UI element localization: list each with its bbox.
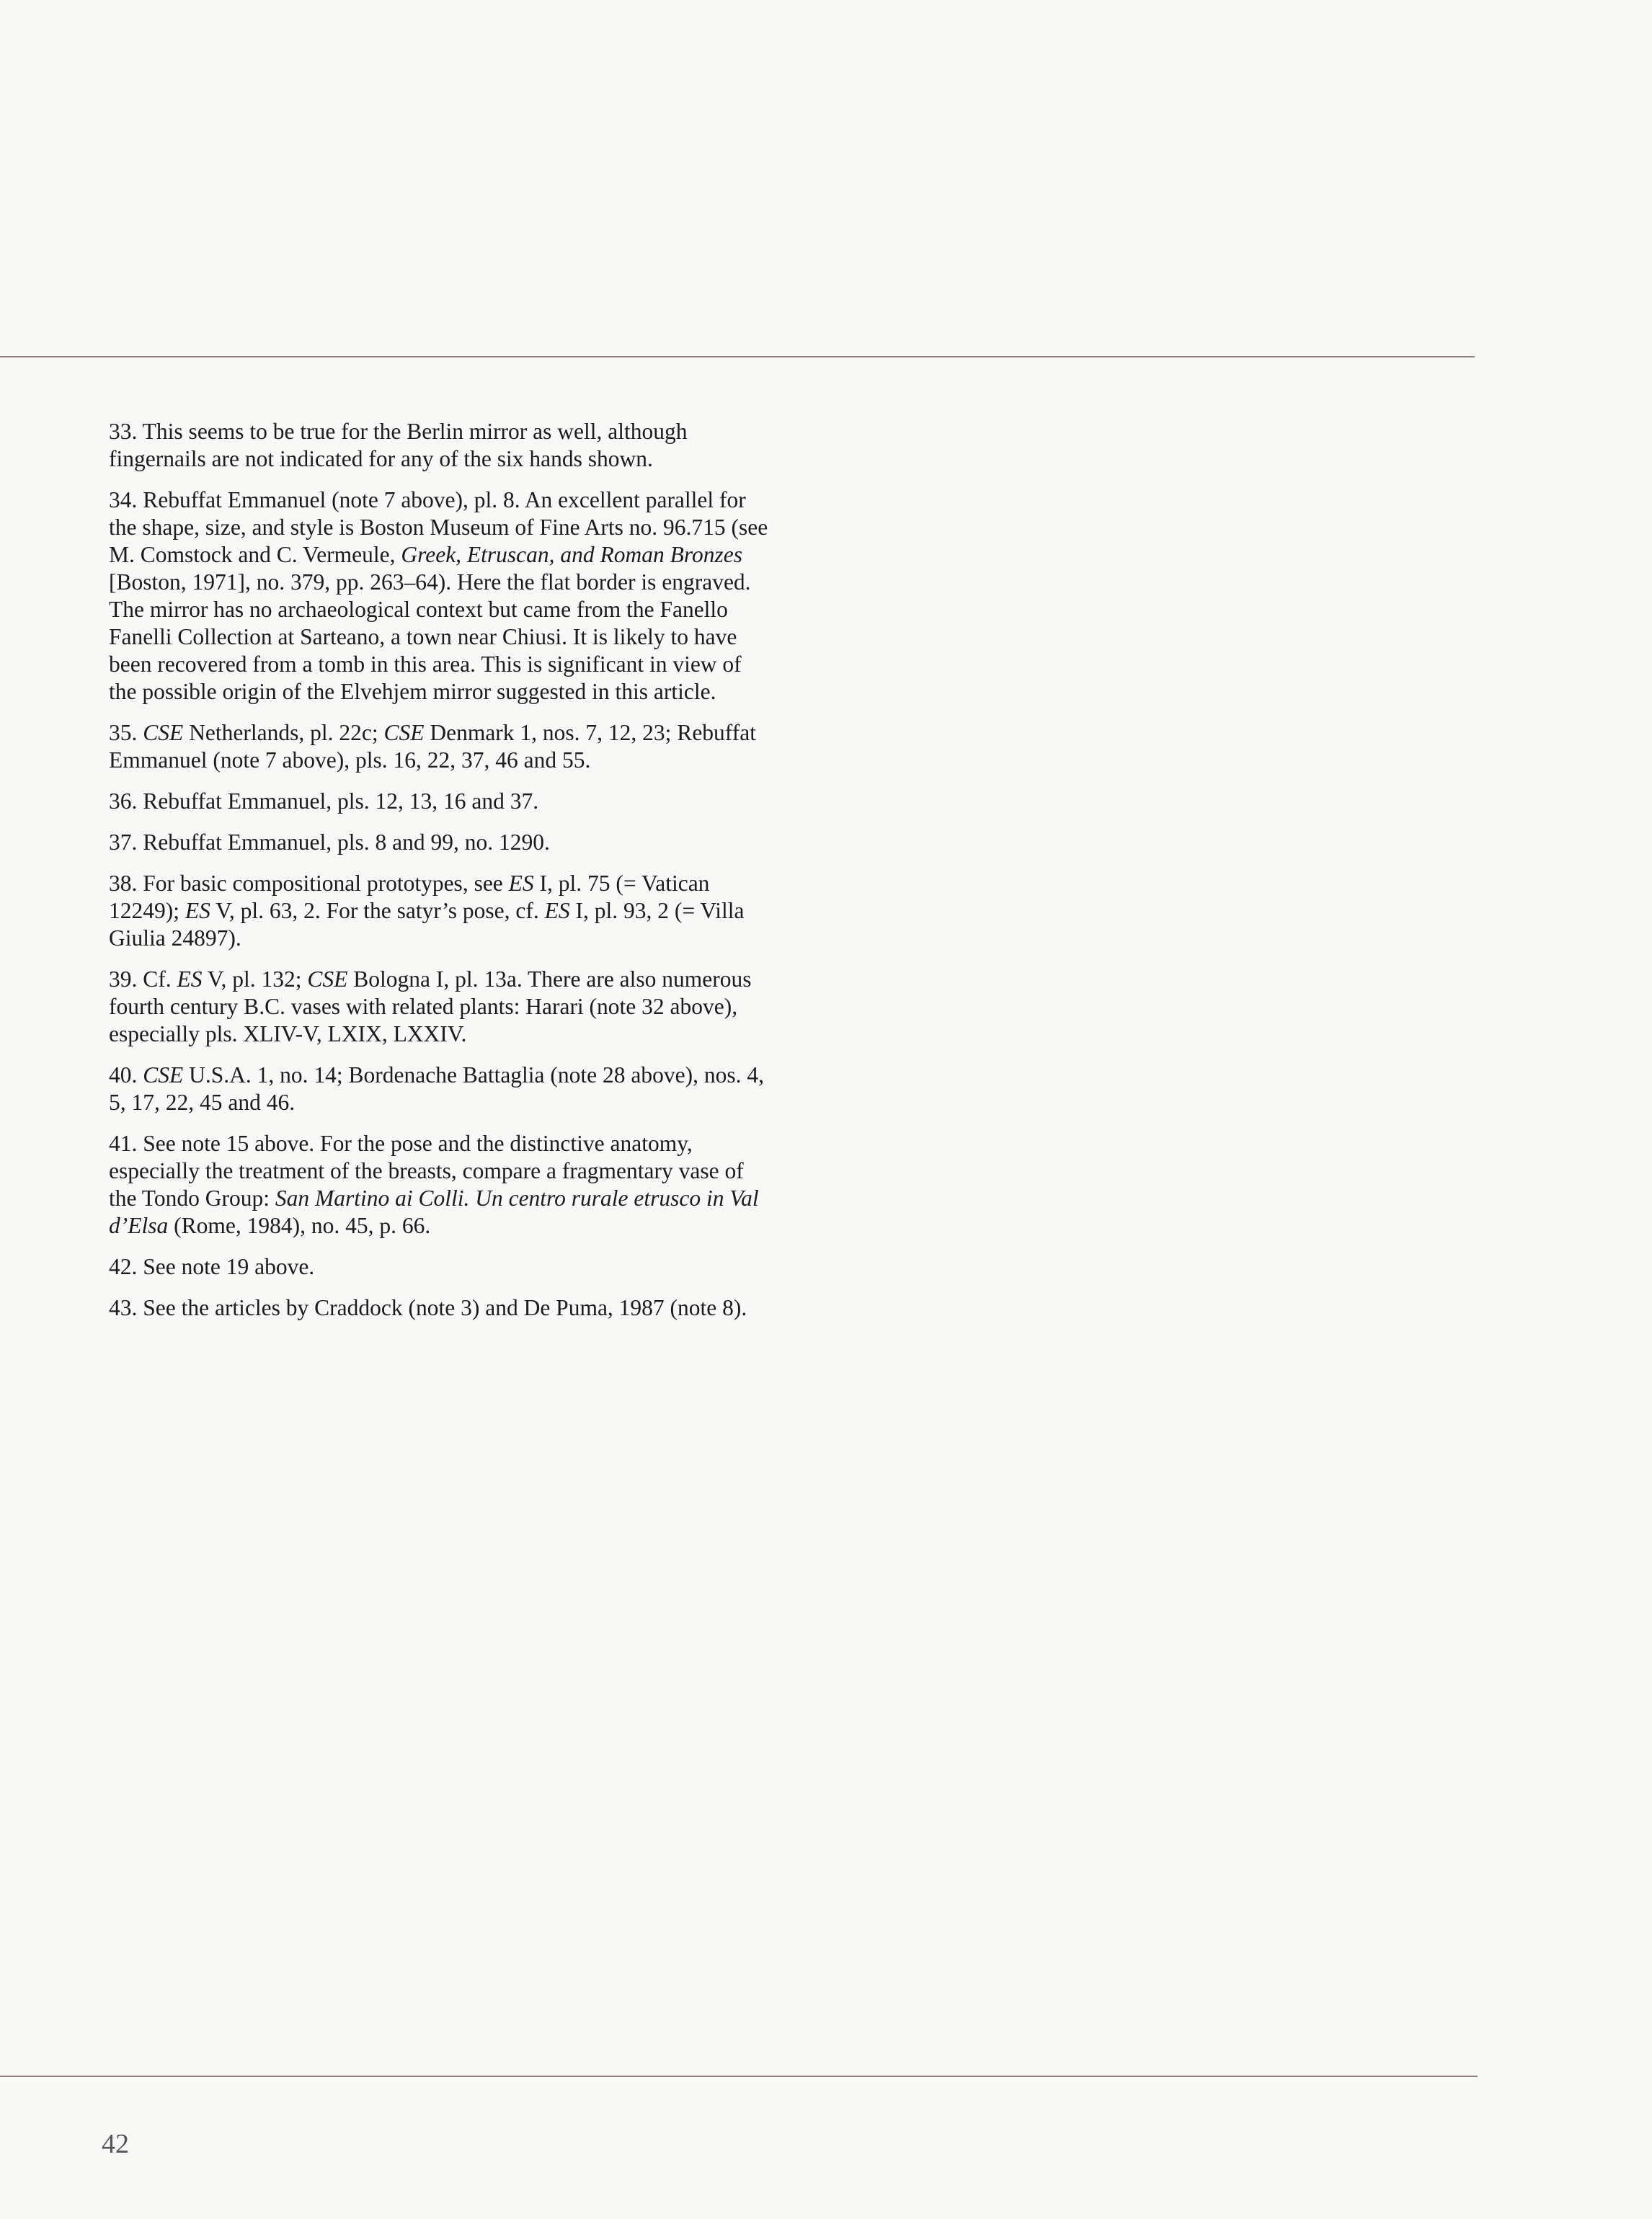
endnote-text: Netherlands, pl. 22c; [183, 720, 384, 745]
endnote-text: 39. Cf. [109, 966, 177, 992]
endnote-text: 35. [109, 720, 143, 745]
endnote-text: 34. Rebuffat Emmanuel (note 7 above), pl. 8. An excellent parallel for the shape, size, and style is Boston Museum of Fine Arts no. 96.715 (see M. Comstock and C. Vermeule, [109, 487, 774, 567]
endnote-text: [Boston, 1971], no. 379, pp. 263–64). Here the flat border is engraved. The mirror has no archaeological context but came from the Fanello Fanelli Collection at Sarteano, a town near Chiusi. It is likely to have been recovered from a tomb in this area. This is significant in view of the possible origin of the Elvehjem mirror suggested in this article. [109, 542, 756, 704]
endnote-text: Denmark 1, nos. 7, 12, 23; Rebuffat Emmanuel (note 7 above), pls. 16, 22, 37, 46 and 55. [109, 720, 762, 773]
page-number: 42 [102, 2129, 129, 2159]
endnote-text: 37. Rebuffat Emmanuel, pls. 8 and 99, no. 1290. [109, 830, 550, 855]
endnote-italic-text: CSE [143, 1062, 184, 1088]
endnote [109, 966, 772, 1048]
endnote-italic-text: San Martino ai Colli. Un centro rurale etrusco in Val d’Elsa [109, 1186, 765, 1238]
endnote-italic-text: CSE [307, 966, 348, 992]
endnote-text: V, pl. 132; [202, 966, 308, 992]
endnote-italic-text: ES [508, 871, 534, 896]
endnote [109, 418, 772, 473]
endnote-text: I, pl. 75 (= Vatican 12249); [109, 871, 716, 923]
endnote-text: 36. Rebuffat Emmanuel, pls. 12, 13, 16 and 37. [109, 788, 539, 814]
endnote-text: 38. For basic compositional prototypes, see [109, 871, 509, 896]
endnote [109, 829, 772, 856]
endnote [109, 1294, 772, 1322]
endnote-italic-text: ES [185, 898, 210, 923]
endnotes-list [109, 418, 772, 1335]
endnote-text: (Rome, 1984), no. 45, p. 66. [168, 1213, 431, 1238]
endnote-italic-text: ES [544, 898, 570, 923]
endnote-italic-text: CSE [383, 720, 425, 745]
endnote [109, 788, 772, 815]
endnote [109, 1062, 772, 1116]
endnote [109, 870, 772, 952]
bottom-divider [0, 2076, 1478, 2077]
endnote-italic-text: CSE [143, 720, 184, 745]
endnote-text: 40. [109, 1062, 143, 1088]
endnote [109, 1253, 772, 1281]
endnote-italic-text: ES [177, 966, 203, 992]
endnote-text: I, pl. 93, 2 (= Villa Giulia 24897). [109, 898, 750, 951]
endnote-text: V, pl. 63, 2. For the satyr’s pose, cf. [210, 898, 545, 923]
endnote [109, 719, 772, 774]
endnote [109, 1130, 772, 1240]
endnote-italic-text: Greek, Etruscan, and Roman Bronzes [401, 542, 742, 567]
endnote [109, 486, 772, 706]
endnote-text: 33. This seems to be true for the Berlin mirror as well, although fingernails are not indicated for any of the six hands shown. [109, 419, 693, 471]
endnote-text: 42. See note 19 above. [109, 1254, 315, 1279]
endnote-text: U.S.A. 1, no. 14; Bordenache Battaglia (note 28 above), nos. 4, 5, 17, 22, 45 and 46. [109, 1062, 770, 1115]
endnote-text: 41. See note 15 above. For the pose and the distinctive anatomy, especially the treatment of the breasts, compare a fragmentary vase of the Tondo Group: [109, 1131, 750, 1211]
endnote-text: 43. See the articles by Craddock (note 3) and De Puma, 1987 (note 8). [109, 1295, 747, 1320]
top-divider [0, 356, 1475, 357]
endnote-text: Bologna I, pl. 13a. There are also numerous fourth century B.C. vases with related plants: Harari (note 32 above), especially pls. XLIV-V, LXIX, LXXIV. [109, 966, 758, 1046]
